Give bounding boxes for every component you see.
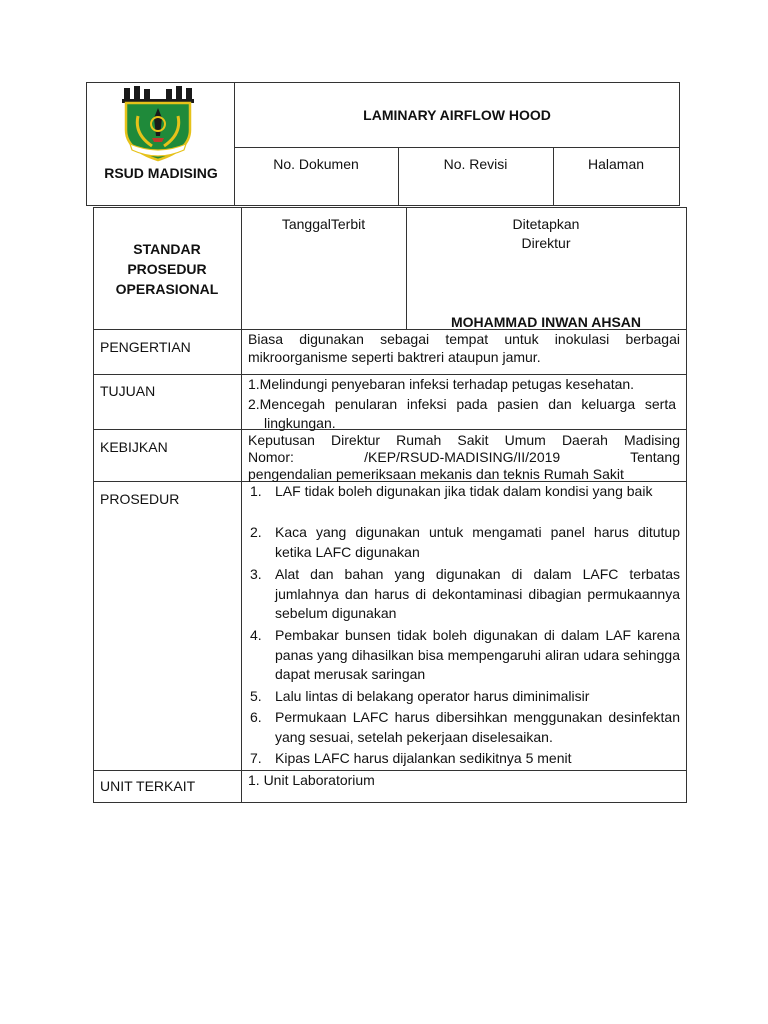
- prosedur-item-text: Permukaan LAFC harus dibersihkan menggunakan desinfektan yang sesuai, setelah pekerjaan diselesaikan.: [275, 709, 680, 745]
- sop-label-line1: STANDAR: [133, 241, 201, 257]
- unit-terkait-item1: 1. Unit Laboratorium: [248, 772, 375, 788]
- revision-number-label: No. Revisi: [443, 156, 508, 172]
- prosedur-item-number: 7.: [250, 750, 262, 766]
- section-label-unit-terkait: UNIT TERKAIT: [100, 778, 196, 794]
- prosedur-item-text: Kaca yang digunakan untuk mengamati panel harus ditutup ketika LAFC digunakan: [275, 524, 680, 560]
- prosedur-item-text: Lalu lintas di belakang operator harus diminimalisir: [275, 688, 590, 704]
- director-title: Direktur: [521, 235, 571, 251]
- tujuan-item1: 1.Melindungi penyebaran infeksi terhadap petugas kesehatan.: [248, 376, 635, 392]
- tujuan-item2-line1: 2.Mencegah penularan infeksi pada pasien dan keluarga serta: [248, 396, 676, 412]
- prosedur-item: [250, 482, 680, 522]
- prosedur-item-number: 2.: [250, 524, 262, 540]
- prosedur-item-number: 5.: [250, 688, 262, 704]
- page-label: Halaman: [587, 156, 645, 172]
- prosedur-item: [250, 626, 680, 686]
- section-label-pengertian: PENGERTIAN: [100, 339, 191, 355]
- prosedur-item-text: Pembakar bunsen tidak boleh digunakan di dalam LAF karena panas yang dihasilkan bisa mempengaruhi aliran udara sehingga dapat merusak saringan: [275, 627, 680, 682]
- doc-number-label: No. Dokumen: [273, 156, 359, 172]
- prosedur-item-text: Alat dan bahan yang digunakan di dalam LAFC terbatas jumlahnya dan harus di dekontaminasi dibagian permukaannya sebelum digunakan: [275, 566, 680, 621]
- prosedur-item-text: LAF tidak boleh digunakan jika tidak dalam kondisi yang baik: [275, 483, 653, 499]
- kebijakan-line2: Nomor: /KEP/RSUD-MADISING/II/2019 Tentang: [248, 449, 680, 465]
- prosedur-item-text: Kipas LAFC harus dijalankan sedikitnya 5 menit: [275, 750, 572, 766]
- kebijakan-line1: Keputusan Direktur Rumah Sakit Umum Daerah Madising: [248, 432, 680, 448]
- director-name: MOHAMMAD INWAN AHSAN: [450, 314, 642, 330]
- section-label-kebijakan: KEBIJKAN: [100, 439, 168, 455]
- prosedur-item-number: 6.: [250, 709, 262, 725]
- section-label-tujuan: TUJUAN: [100, 383, 156, 399]
- prosedur-item: [250, 708, 680, 748]
- pengertian-line2: mikroorganisme seperti baktreri ataupun jamur.: [248, 349, 541, 365]
- hospital-name: RSUD MADISING: [104, 165, 218, 181]
- document-title: LAMINARY AIRFLOW HOOD: [363, 107, 551, 123]
- prosedur-item: [250, 523, 680, 563]
- hospital-logo: [116, 86, 200, 162]
- tujuan-item2-line2: lingkungan.: [264, 415, 336, 431]
- sop-label-line2: PROSEDUR: [127, 261, 207, 277]
- prosedur-item-number: 4.: [250, 627, 262, 643]
- prosedur-item-number: 3.: [250, 566, 262, 582]
- pengertian-line1: Biasa digunakan sebagai tempat untuk inokulasi berbagai: [248, 331, 680, 347]
- section-label-prosedur: PROSEDUR: [100, 491, 180, 507]
- kebijakan-line3: pengendalian pemeriksaan mekanis dan teknis Rumah Sakit: [248, 466, 624, 482]
- issue-date-label: TanggalTerbit: [281, 216, 366, 232]
- prosedur-item: [250, 565, 680, 625]
- prosedur-item: [250, 687, 680, 707]
- set-by-label: Ditetapkan: [512, 216, 580, 232]
- sop-label-line3: OPERASIONAL: [115, 281, 219, 297]
- prosedur-item-number: 1.: [250, 483, 262, 499]
- prosedur-item: [250, 749, 680, 769]
